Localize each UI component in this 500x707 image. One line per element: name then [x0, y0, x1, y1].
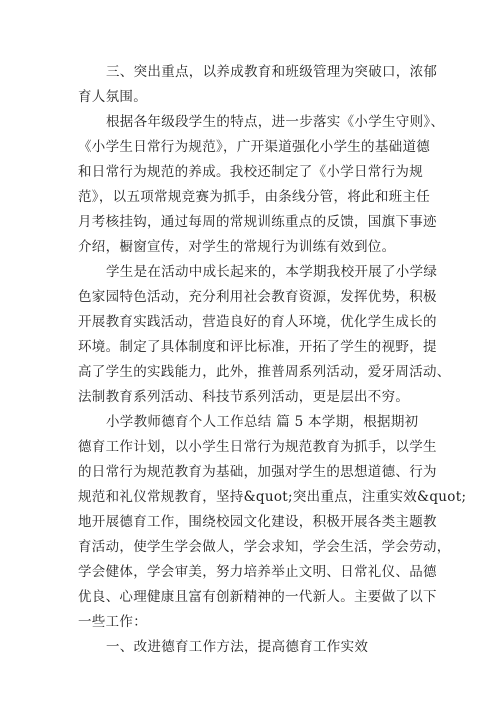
- text-line: 的日常行为规范教育为基础，加强对学生的思想道德、行为: [78, 464, 437, 480]
- text-line: 学生是在活动中成长起来的，本学期我校开展了小学绿: [106, 264, 438, 280]
- text-line: 优良、心理健康且富有创新精神的一代新人。主要做了以下: [78, 589, 437, 605]
- text-line: 开展教育实践活动，营造良好的育人环境，优化学生成长的: [78, 314, 437, 330]
- text-line: 环境。制定了具体制度和评比标准，开拓了学生的视野，提: [78, 339, 437, 355]
- text-line: 德育工作计划，以小学生日常行为规范教育为抓手，以学生: [78, 439, 437, 455]
- text-line: 色家园特色活动，充分利用社会教育资源，发挥优势，积极: [78, 289, 437, 305]
- text-line: 育活动，使学生学会做人，学会求知，学会生活，学会劳动，: [78, 539, 451, 555]
- text-line: 《小学生日常行为规范》，广开渠道强化小学生的基础道德: [78, 139, 431, 155]
- text-line: 范》，以五项常规竞赛为抓手，由条线分管，将此和班主任: [78, 189, 431, 205]
- text-line: 学会健体，学会审美，努力培养举止文明、日常礼仪、品德: [78, 564, 437, 580]
- text-line: 介绍，橱窗宣传，对学生的常规行为训练有效到位。: [78, 239, 396, 255]
- document-body: [78, 60, 467, 660]
- text-line: 法制教育系列活动、科技节系列活动，更是层出不穷。: [78, 389, 410, 405]
- text-line: 育人氛围。: [78, 89, 147, 105]
- text-line: 高了学生的实践能力，此外，推普周系列活动，爱牙周活动、: [78, 364, 451, 380]
- text-line: 一、改进德育工作方法，提高德育工作实效: [106, 639, 369, 655]
- text-line: 地开展德育工作，围绕校园文化建设，积极开展各类主题教: [78, 514, 437, 530]
- text-line: 三、突出重点，以养成教育和班级管理为突破口，浓郁: [106, 64, 438, 80]
- text-line: 月考核挂钩，通过每周的常规训练重点的反馈，国旗下事迹: [78, 214, 437, 230]
- text-line: 规范和礼仪常规教育，坚持&quot;突出重点，注重实效&quot;: [78, 489, 467, 505]
- text-line: 和日常行为规范的养成。我校还制定了《小学日常行为规: [78, 164, 423, 180]
- text-line: 小学教师德育个人工作总结 篇 5 本学期，根据期初: [106, 414, 419, 430]
- text-line: 一些工作：: [78, 614, 147, 630]
- text-line: 根据各年级段学生的特点，进一步落实《小学生守则》、: [106, 114, 445, 130]
